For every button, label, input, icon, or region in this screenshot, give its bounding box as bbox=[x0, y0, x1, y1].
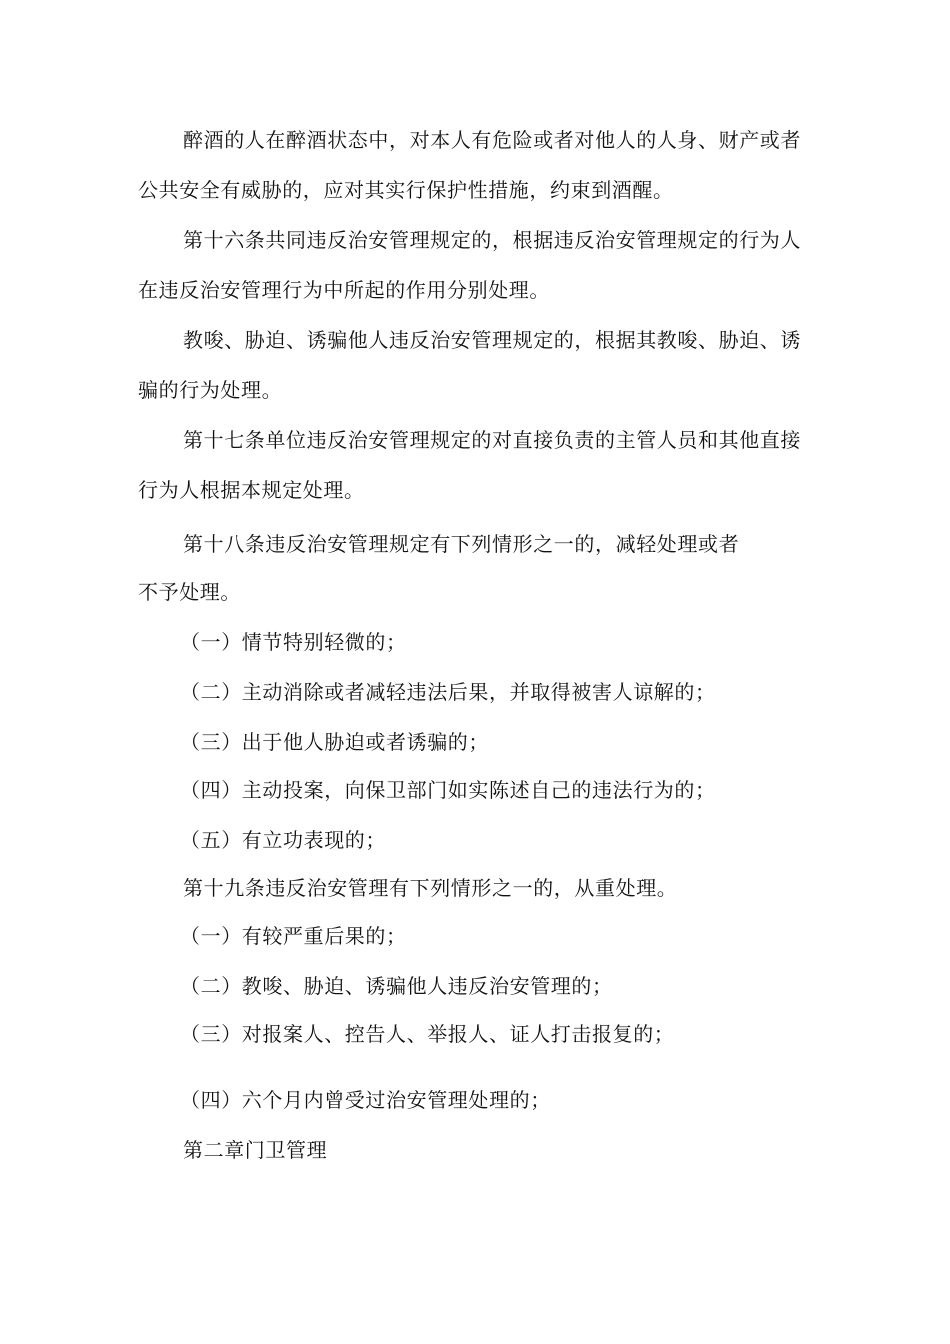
list-item-line: （三）对报案人、控告人、举报人、证人打击报复的； bbox=[180, 1022, 675, 1046]
list-item-line: （四）六个月内曾受过治安管理处理的； bbox=[180, 1088, 551, 1112]
paragraph-line: 行为人根据本规定处理。 bbox=[138, 478, 365, 502]
paragraph-line: 醉酒的人在醉酒状态中，对本人有危险或者对他人的人身、财产或者 bbox=[183, 128, 801, 152]
paragraph-line: 骗的行为处理。 bbox=[138, 378, 283, 402]
chapter-heading: 第二章门卫管理 bbox=[183, 1138, 328, 1162]
paragraph-line: 第十九条违反治安管理有下列情形之一的，从重处理。 bbox=[183, 876, 678, 900]
paragraph-line: 不予处理。 bbox=[138, 580, 241, 604]
paragraph-line: 第十六条共同违反治安管理规定的，根据违反治安管理规定的行为人 bbox=[183, 228, 801, 252]
paragraph-line: 公共安全有威胁的，应对其实行保护性措施，约束到酒醒。 bbox=[138, 178, 674, 202]
list-item-line: （四）主动投案，向保卫部门如实陈述自己的违法行为的； bbox=[180, 778, 716, 802]
paragraph-line: 第十八条违反治安管理规定有下列情形之一的，减轻处理或者 bbox=[183, 532, 740, 556]
list-item-line: （五）有立功表现的； bbox=[180, 828, 386, 852]
paragraph-line: 教唆、胁迫、诱骗他人违反治安管理规定的，根据其教唆、胁迫、诱 bbox=[183, 328, 801, 352]
list-item-line: （二）教唆、胁迫、诱骗他人违反治安管理的； bbox=[180, 974, 613, 998]
list-item-line: （三）出于他人胁迫或者诱骗的； bbox=[180, 730, 489, 754]
list-item-line: （一）情节特别轻微的； bbox=[180, 630, 407, 654]
paragraph-line: 第十七条单位违反治安管理规定的对直接负责的主管人员和其他直接 bbox=[183, 428, 801, 452]
list-item-line: （二）主动消除或者减轻违法后果，并取得被害人谅解的； bbox=[180, 680, 716, 704]
list-item-line: （一）有较严重后果的； bbox=[180, 924, 407, 948]
paragraph-line: 在违反治安管理行为中所起的作用分别处理。 bbox=[138, 278, 550, 302]
